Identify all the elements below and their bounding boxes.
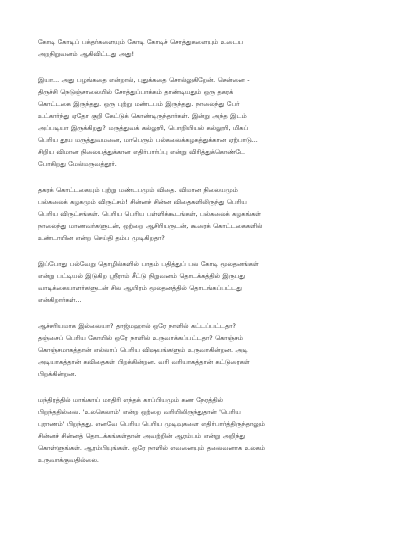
text-line: அப்படியா இருக்கிறது? மருத்துவக் கல்லூரி, பொறியியல் கல்லூரி, மிகப் [38, 124, 249, 132]
text-line: தகரக் கொட்டகையும் புற்று மண்டபமும் விதை. விமான நிலையமும் [38, 186, 238, 194]
text-line: என்று பட்டியல் இடுகிற ஸ்ரீராம் சீட்டு நிறுவனம் தொடக்கத்தில் இருபது [38, 272, 245, 280]
text-line: பிறக்கின்றன. [38, 370, 77, 378]
text-line: கோடி கோடிப் பக்தர்களையும் கோடி கோடிச் சொத்துகளையும் உடைய [38, 38, 244, 46]
text-line: சின்னச் சின்னத் தொடக்கங்கள்தான் அவற்றின் ஆரம்பம் என்று அறிந்து [38, 432, 246, 440]
text-line: உண்டாயின என்ற செய்தி தம்ப முடிகிறதா? [38, 234, 165, 242]
text-line: கொள்ளுங்கள். ஆரம்பியுங்கள். ஒரே நாளில் எவனையும் தலைவனாக உலகம் [38, 444, 265, 452]
text-line: பெரிய விருட்சங்கள். பெரிய பெரிய பள்ளிக்கூடங்கள், பல்கலைக் கழகங்கள் [38, 210, 261, 218]
paragraph [38, 184, 388, 244]
text-line: கொட்டகை இருந்தது. ஒரு புற்று மண்டபம் இருந்தது. நாலைந்து பேர் [38, 100, 240, 108]
text-line: பெரிய தூய மருத்துவமனை, மாபெரும் பல்கலைக்கழகத்துக்கான ஏற்பாடு... [38, 136, 258, 144]
text-line: போகிறது மேல்மருவத்தூர். [38, 160, 117, 168]
text-line: திருச்சி நெடுஞ்சாலையில் சோத்துப்பாக்கம் தாண்டியதும் ஒரு தகரக் [38, 88, 234, 96]
text-line: தஞ்சைப் பெரிய கோயில் ஒரே நாளில் உருவாக்கப்பட்டதா? கொஞ்சம் [38, 334, 244, 342]
text-line: நாலைந்து மாணவர்களுடன், ஒற்றை ஆசிரியருடன், கூரைக் கொட்டகைகளில் [38, 222, 263, 230]
text-line: கொஞ்சமாகத்தான் எல்லாப் பெரிய விஷயங்களும் உருவாகின்றன. அடி [38, 346, 248, 354]
text-line: புராணம்' பிறந்தது. எனவே பெரிய பெரிய முடிவுகளை எதிர்பார்த்திருந்தாலும் [38, 420, 265, 428]
paragraph [38, 394, 388, 466]
text-line: மந்திரத்தில் மாங்காய் மாதிரி எந்தக் காப்பியமும் கண நேரத்தில் [38, 396, 223, 404]
text-line: சிறிய விமான நிலையத்துக்கான எதிர்பார்ப்பு என்று விரித்துக்கொண்டே [38, 148, 245, 156]
document-page [38, 36, 388, 480]
paragraph [38, 320, 388, 380]
paragraph [38, 36, 388, 60]
text-line: பல்கலைக் கழகமும் விருட்சம்! சின்னச் சின்ன விதைகளிலிருந்து பெரிய [38, 198, 247, 206]
text-line: பிறந்ததில்லை. 'உலகெலாம்' என்ற ஒற்றை வரியிலிருந்துதான் 'பெரிய [38, 408, 241, 416]
text-line: ஆச்சரியமாக இல்லையா? தாஜ்மஹால் ஒரே நாளில் கட்டப்பட்டதா? [38, 322, 236, 330]
text-line: அறநிறுவனம் ஆகிவிட்டது அது! [38, 50, 135, 58]
paragraph [38, 258, 388, 306]
text-line: இயா... அது பழங்கதை என்றால், புதுக்கதை சொல்லுகிறேன். சென்னை - [38, 76, 250, 84]
text-line: வாடிக்கையாளர்களுடன் சில ஆயிரம் மூலதனத்தில் தொடங்கப்பட்டது [38, 284, 242, 292]
text-line: என்கிறார்கள்... [38, 296, 82, 304]
text-line: அடியாகத்தான் கவிதைகள் பிறக்கின்றன. வரி வரியாகத்தான் கட்டுரைகள் [38, 358, 250, 366]
text-line: உருவாக்குவதில்லை. [38, 456, 99, 464]
text-line: உட்கார்ந்து ஏதோ குறி கேட்டுக் கொண்டிருந்தார்கள். இன்று அந்த இடம் [38, 112, 247, 120]
paragraph [38, 74, 388, 170]
text-line: இப்போது பல்வேறு தொழில்களில் பாதம் பதித்துப் பல கோடி மூலதனங்கள் [38, 260, 259, 268]
